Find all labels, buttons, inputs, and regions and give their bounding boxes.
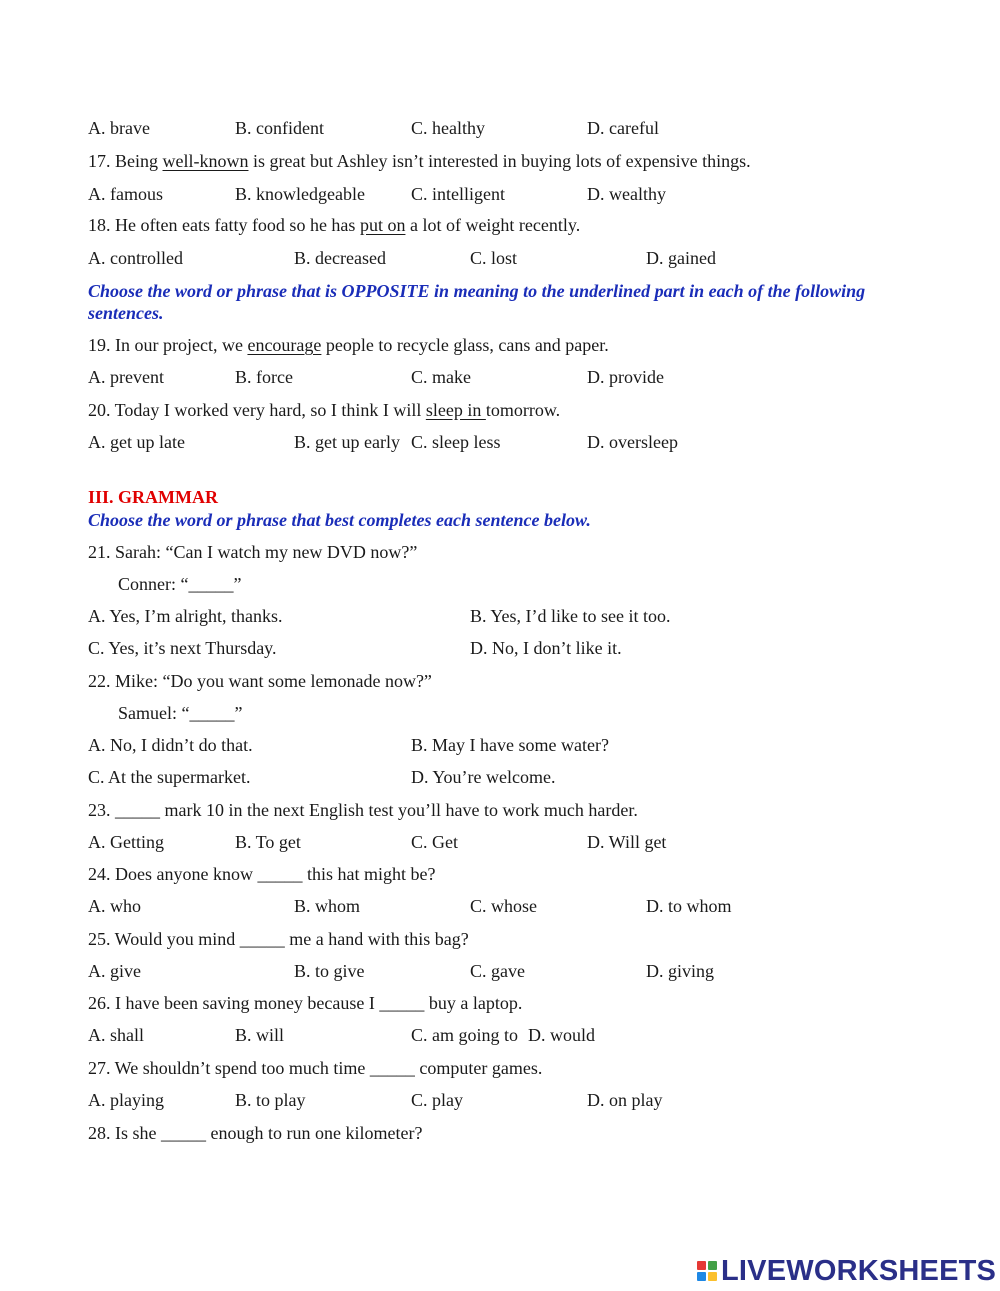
liveworksheets-logo bbox=[697, 1256, 996, 1286]
q18-text-after: a lot of weight recently. bbox=[405, 215, 581, 235]
q19-option-d[interactable]: D. provide bbox=[587, 367, 664, 387]
q16-option-b[interactable]: B. confident bbox=[235, 118, 324, 138]
q17-question bbox=[88, 150, 751, 172]
q22-option-b[interactable]: B. May I have some water? bbox=[411, 735, 609, 755]
q22-option-c[interactable]: C. At the supermarket. bbox=[88, 767, 251, 787]
q21-option-a[interactable]: A. Yes, I’m alright, thanks. bbox=[88, 606, 283, 626]
liveworksheets-logo-text: LIVEWORKSHEETS bbox=[721, 1254, 997, 1287]
q18-text-before: 18. He often eats fatty food so he has bbox=[88, 215, 360, 235]
q17-option-a[interactable]: A. famous bbox=[88, 184, 163, 204]
q17-underlined: well-known bbox=[162, 151, 249, 171]
q27-option-d[interactable]: D. on play bbox=[587, 1090, 663, 1110]
q20-text-after: tomorrow. bbox=[485, 400, 561, 420]
q20-underlined: sleep in bbox=[425, 400, 486, 420]
q19-question bbox=[88, 334, 609, 356]
q17-option-c[interactable]: C. intelligent bbox=[411, 184, 505, 204]
q20-question bbox=[88, 399, 560, 421]
q19-text-after: people to recycle glass, cans and paper. bbox=[321, 335, 609, 355]
q25-option-c[interactable]: C. gave bbox=[470, 961, 525, 981]
q20-option-b[interactable]: B. get up early bbox=[294, 432, 400, 452]
q25-option-a[interactable]: A. give bbox=[88, 961, 141, 981]
q23-option-a[interactable]: A. Getting bbox=[88, 832, 164, 852]
q19-underlined: encourage bbox=[247, 335, 322, 355]
liveworksheets-logo-icon bbox=[697, 1261, 717, 1281]
q24-option-b[interactable]: B. whom bbox=[294, 896, 361, 916]
q25-option-b[interactable]: B. to give bbox=[294, 961, 365, 981]
q18-option-c[interactable]: C. lost bbox=[470, 248, 518, 268]
logo-square-red bbox=[697, 1261, 706, 1270]
instruction-opposite: Choose the word or phrase that is OPPOSITE in meaning to the underlined part in each of the following sentences. bbox=[88, 281, 866, 323]
q24-option-d[interactable]: D. to whom bbox=[646, 896, 732, 916]
instruction-grammar: Choose the word or phrase that best completes each sentence below. bbox=[88, 510, 591, 530]
q18-option-b[interactable]: B. decreased bbox=[294, 248, 386, 268]
q22-question-line1: 22. Mike: “Do you want some lemonade now?” bbox=[88, 671, 432, 691]
q18-question bbox=[88, 214, 580, 236]
q24-question: 24. Does anyone know _____ this hat might be? bbox=[88, 864, 436, 884]
q18-option-a[interactable]: A. controlled bbox=[88, 248, 183, 268]
q28-question: 28. Is she _____ enough to run one kilometer? bbox=[88, 1123, 423, 1143]
q21-question-line1: 21. Sarah: “Can I watch my new DVD now?” bbox=[88, 542, 418, 562]
logo-square-green bbox=[708, 1261, 717, 1270]
q21-option-c[interactable]: C. Yes, it’s next Thursday. bbox=[88, 638, 277, 658]
q20-option-d[interactable]: D. oversleep bbox=[587, 432, 678, 452]
q26-option-c[interactable]: C. am going to bbox=[411, 1025, 518, 1045]
q26-question: 26. I have been saving money because I _____ buy a laptop. bbox=[88, 993, 523, 1013]
q20-option-c[interactable]: C. sleep less bbox=[411, 432, 501, 452]
logo-square-blue bbox=[697, 1272, 706, 1281]
q17-option-b[interactable]: B. knowledgeable bbox=[235, 184, 365, 204]
q24-option-a[interactable]: A. who bbox=[88, 896, 141, 916]
q27-option-b[interactable]: B. to play bbox=[235, 1090, 306, 1110]
q25-option-d[interactable]: D. giving bbox=[646, 961, 715, 981]
logo-square-yellow bbox=[708, 1272, 717, 1281]
q19-option-c[interactable]: C. make bbox=[411, 367, 471, 387]
q16-option-d[interactable]: D. careful bbox=[587, 118, 659, 138]
q17-text-after: is great but Ashley isn’t interested in buying lots of expensive things. bbox=[248, 151, 751, 171]
q19-option-a[interactable]: A. prevent bbox=[88, 367, 164, 387]
q27-question: 27. We shouldn’t spend too much time _____ computer games. bbox=[88, 1058, 543, 1078]
q21-question-line2: Conner: “_____” bbox=[118, 574, 242, 594]
q18-underlined: put on bbox=[359, 215, 406, 235]
q26-option-a[interactable]: A. shall bbox=[88, 1025, 144, 1045]
q22-option-a[interactable]: A. No, I didn’t do that. bbox=[88, 735, 253, 755]
q16-option-a[interactable]: A. brave bbox=[88, 118, 150, 138]
q16-option-c[interactable]: C. healthy bbox=[411, 118, 485, 138]
q23-question: 23. _____ mark 10 in the next English test you’ll have to work much harder. bbox=[88, 800, 638, 820]
q26-option-b[interactable]: B. will bbox=[235, 1025, 285, 1045]
q27-option-a[interactable]: A. playing bbox=[88, 1090, 164, 1110]
q22-question-line2: Samuel: “_____” bbox=[118, 703, 243, 723]
q21-option-b[interactable]: B. Yes, I’d like to see it too. bbox=[470, 606, 671, 626]
q19-option-b[interactable]: B. force bbox=[235, 367, 293, 387]
q26-option-d[interactable]: D. would bbox=[528, 1025, 595, 1045]
q25-question: 25. Would you mind _____ me a hand with this bag? bbox=[88, 929, 469, 949]
q23-option-d[interactable]: D. Will get bbox=[587, 832, 667, 852]
q19-text-before: 19. In our project, we bbox=[88, 335, 248, 355]
q24-option-c[interactable]: C. whose bbox=[470, 896, 537, 916]
q22-option-d[interactable]: D. You’re welcome. bbox=[411, 767, 556, 787]
q20-text-before: 20. Today I worked very hard, so I think I will bbox=[88, 400, 426, 420]
q17-option-d[interactable]: D. wealthy bbox=[587, 184, 666, 204]
q18-option-d[interactable]: D. gained bbox=[646, 248, 716, 268]
q20-option-a[interactable]: A. get up late bbox=[88, 432, 185, 452]
q23-option-b[interactable]: B. To get bbox=[235, 832, 301, 852]
q23-option-c[interactable]: C. Get bbox=[411, 832, 458, 852]
q17-text-before: 17. Being bbox=[88, 151, 163, 171]
q27-option-c[interactable]: C. play bbox=[411, 1090, 463, 1110]
section-heading-grammar: III. GRAMMAR bbox=[88, 487, 218, 507]
q21-option-d[interactable]: D. No, I don’t like it. bbox=[470, 638, 622, 658]
